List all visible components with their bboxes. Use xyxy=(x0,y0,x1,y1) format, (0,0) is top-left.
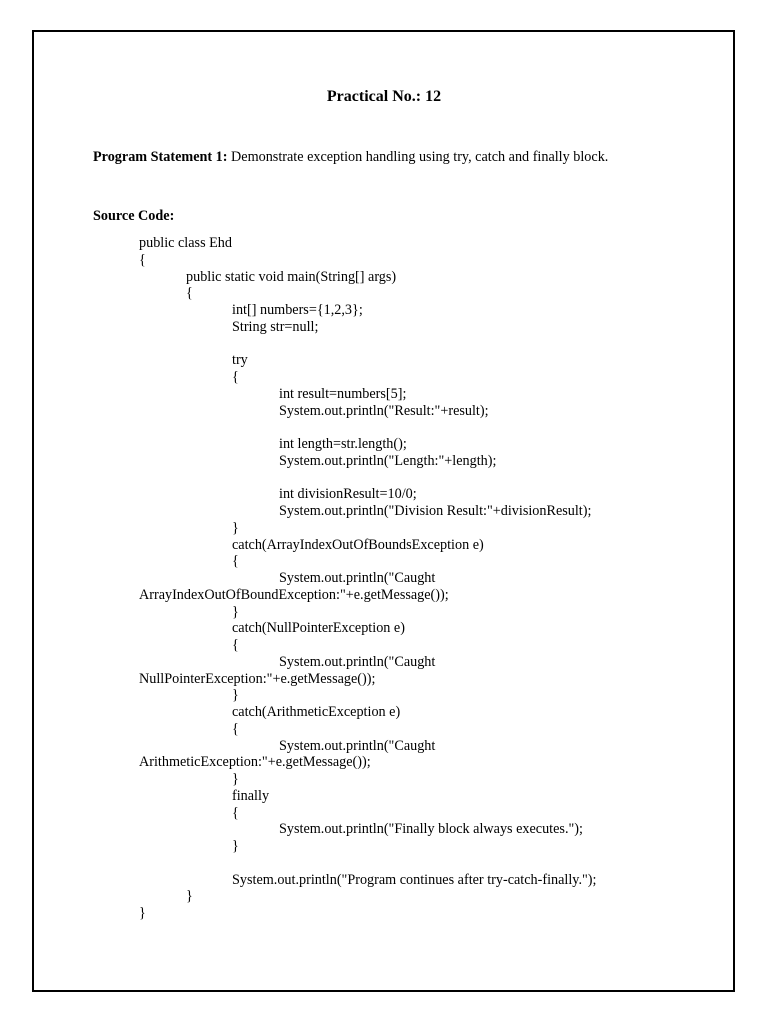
code-line xyxy=(0,587,768,604)
code-line xyxy=(0,754,768,771)
code-line-text: { xyxy=(232,369,239,385)
code-line xyxy=(0,352,768,369)
code-line xyxy=(0,855,768,872)
code-line-text: { xyxy=(232,637,239,653)
code-line xyxy=(0,721,768,738)
code-line-text: public class Ehd xyxy=(139,235,232,251)
code-line-text: System.out.println("Finally block always executes."); xyxy=(279,821,583,838)
code-line xyxy=(0,403,768,420)
code-line xyxy=(0,369,768,386)
code-line-text: } xyxy=(232,519,239,536)
code-line-text: ArithmeticException:"+e.getMessage()); xyxy=(139,754,371,771)
code-line xyxy=(0,838,768,855)
code-line-text: System.out.println("Division Result:"+divisionResult); xyxy=(279,503,592,519)
code-line-text: } xyxy=(232,603,239,620)
code-line-text: System.out.println("Caught xyxy=(279,653,436,670)
code-line xyxy=(0,738,768,755)
code-line xyxy=(0,905,768,922)
code-line-text: System.out.println("Program continues after try-catch-finally."); xyxy=(232,871,597,888)
code-line xyxy=(0,269,768,286)
code-line-text: { xyxy=(232,720,239,737)
code-line-text: { xyxy=(232,804,239,821)
code-line xyxy=(0,537,768,554)
code-line-text: System.out.println("Caught xyxy=(279,570,436,586)
code-line-text: } xyxy=(232,687,239,704)
code-line-text: } xyxy=(232,838,239,854)
code-line xyxy=(0,252,768,269)
code-line xyxy=(0,687,768,704)
code-line-text: int[] numbers={1,2,3}; xyxy=(232,302,363,318)
source-code-block xyxy=(0,235,768,922)
code-line xyxy=(0,654,768,671)
code-line xyxy=(0,386,768,403)
code-line xyxy=(0,704,768,721)
code-line xyxy=(0,436,768,453)
code-line xyxy=(0,486,768,503)
code-line-text: System.out.println("Length:"+length); xyxy=(279,452,497,469)
code-line-text: NullPointerException:"+e.getMessage()); xyxy=(139,670,376,687)
code-line xyxy=(0,553,768,570)
code-line-text: { xyxy=(139,251,146,268)
code-line xyxy=(0,620,768,637)
code-line-text: catch(ArrayIndexOutOfBoundsException e) xyxy=(232,536,484,553)
code-line-text: } xyxy=(139,905,146,921)
code-line-text: System.out.println("Caught xyxy=(279,737,436,754)
code-line xyxy=(0,570,768,587)
code-line xyxy=(0,453,768,470)
statement-text: Demonstrate exception handling using try, catch and finally block. xyxy=(227,149,609,165)
page-title: Practical No.: 12 xyxy=(326,88,442,105)
code-line-text: catch(NullPointerException e) xyxy=(232,620,405,637)
code-line xyxy=(0,805,768,822)
code-line xyxy=(0,503,768,520)
code-line xyxy=(0,604,768,621)
code-line-text: public static void main(String[] args) xyxy=(186,268,397,285)
code-line xyxy=(0,235,768,252)
code-line xyxy=(0,319,768,336)
code-line xyxy=(0,771,768,788)
code-line xyxy=(0,336,768,353)
code-line-text: } xyxy=(232,771,239,787)
code-line-text: String str=null; xyxy=(232,318,319,335)
code-line-text: int length=str.length(); xyxy=(279,436,407,452)
code-line xyxy=(0,821,768,838)
code-line-text: System.out.println("Result:"+result); xyxy=(279,402,489,419)
code-line xyxy=(0,419,768,436)
source-code-heading: Source Code: xyxy=(93,208,175,224)
code-line xyxy=(0,302,768,319)
program-statement xyxy=(93,147,608,167)
code-line xyxy=(0,520,768,537)
code-line-text: finally xyxy=(232,787,270,804)
code-line-text: catch(ArithmeticException e) xyxy=(232,704,401,720)
code-line-text: { xyxy=(186,285,193,302)
code-line xyxy=(0,788,768,805)
code-line-text: } xyxy=(186,888,193,905)
code-line-text: int result=numbers[5]; xyxy=(279,385,407,402)
code-line xyxy=(0,470,768,487)
code-line xyxy=(0,285,768,302)
code-line xyxy=(0,671,768,688)
code-line xyxy=(0,888,768,905)
statement-label: Program Statement 1: xyxy=(93,149,228,165)
code-line xyxy=(0,872,768,889)
code-line-text: { xyxy=(232,553,239,570)
code-line-text: int divisionResult=10/0; xyxy=(279,486,417,503)
code-line-text: ArrayIndexOutOfBoundException:"+e.getMessage()); xyxy=(139,586,449,603)
code-line-text: try xyxy=(232,352,248,369)
code-line xyxy=(0,637,768,654)
